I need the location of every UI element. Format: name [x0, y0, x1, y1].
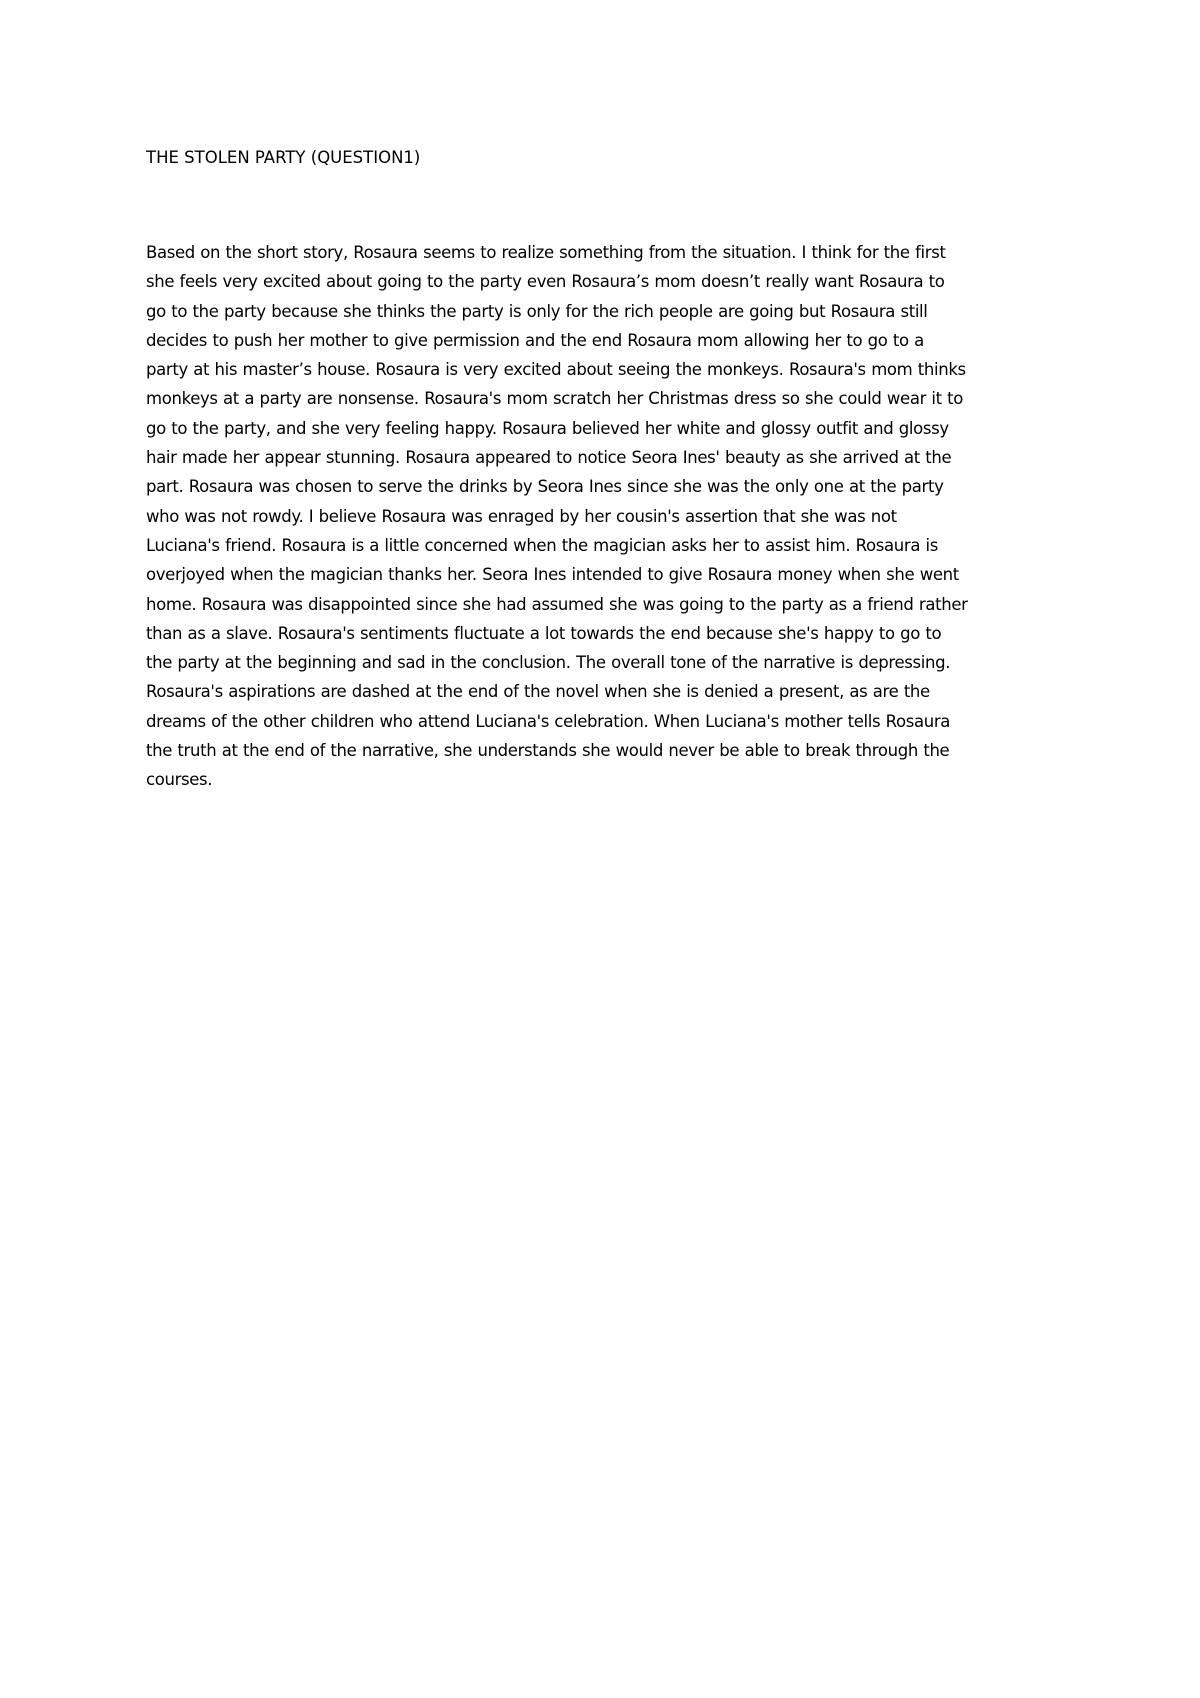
body-line: who was not rowdy. I believe Rosaura was enraged by her cousin's assertion that she was not: [146, 506, 897, 526]
body-line: home. Rosaura was disappointed since she had assumed she was going to the party as a friend rather: [146, 594, 968, 614]
document-body: [146, 238, 1076, 795]
document-title: THE STOLEN PARTY (QUESTION1): [146, 148, 421, 167]
body-line: monkeys at a party are nonsense. Rosaura's mom scratch her Christmas dress so she could wear it to: [146, 389, 964, 409]
body-line: the truth at the end of the narrative, she understands she would never be able to break through the: [146, 741, 950, 761]
body-line: party at his master’s house. Rosaura is very excited about seeing the monkeys. Rosaura's mom thinks: [146, 360, 966, 380]
body-line: dreams of the other children who attend Luciana's celebration. When Luciana's mother tells Rosaura: [146, 711, 951, 731]
body-line: hair made her appear stunning. Rosaura appeared to notice Seora Ines' beauty as she arrived at the: [146, 448, 952, 468]
body-line: decides to push her mother to give permission and the end Rosaura mom allowing her to go to a: [146, 330, 924, 350]
body-line: Rosaura's aspirations are dashed at the end of the novel when she is denied a present, as are the: [146, 682, 930, 702]
body-line: go to the party because she thinks the party is only for the rich people are going but Rosaura still: [146, 301, 928, 321]
body-line: she feels very excited about going to the party even Rosaura’s mom doesn’t really want Rosaura to: [146, 272, 945, 292]
body-line: overjoyed when the magician thanks her. Seora Ines intended to give Rosaura money when she went: [146, 565, 959, 585]
body-line: go to the party, and she very feeling happy. Rosaura believed her white and glossy outfit and glossy: [146, 418, 949, 438]
body-line: part. Rosaura was chosen to serve the drinks by Seora Ines since she was the only one at the party: [146, 477, 944, 497]
body-line: than as a slave. Rosaura's sentiments fluctuate a lot towards the end because she's happy to go to: [146, 623, 942, 643]
body-line: the party at the beginning and sad in the conclusion. The overall tone of the narrative is depressing.: [146, 653, 951, 673]
body-line: Based on the short story, Rosaura seems to realize something from the situation. I think for the first: [146, 243, 946, 262]
body-line: courses.: [146, 770, 213, 790]
body-line: Luciana's friend. Rosaura is a little concerned when the magician asks her to assist him. Rosaura is: [146, 535, 938, 555]
